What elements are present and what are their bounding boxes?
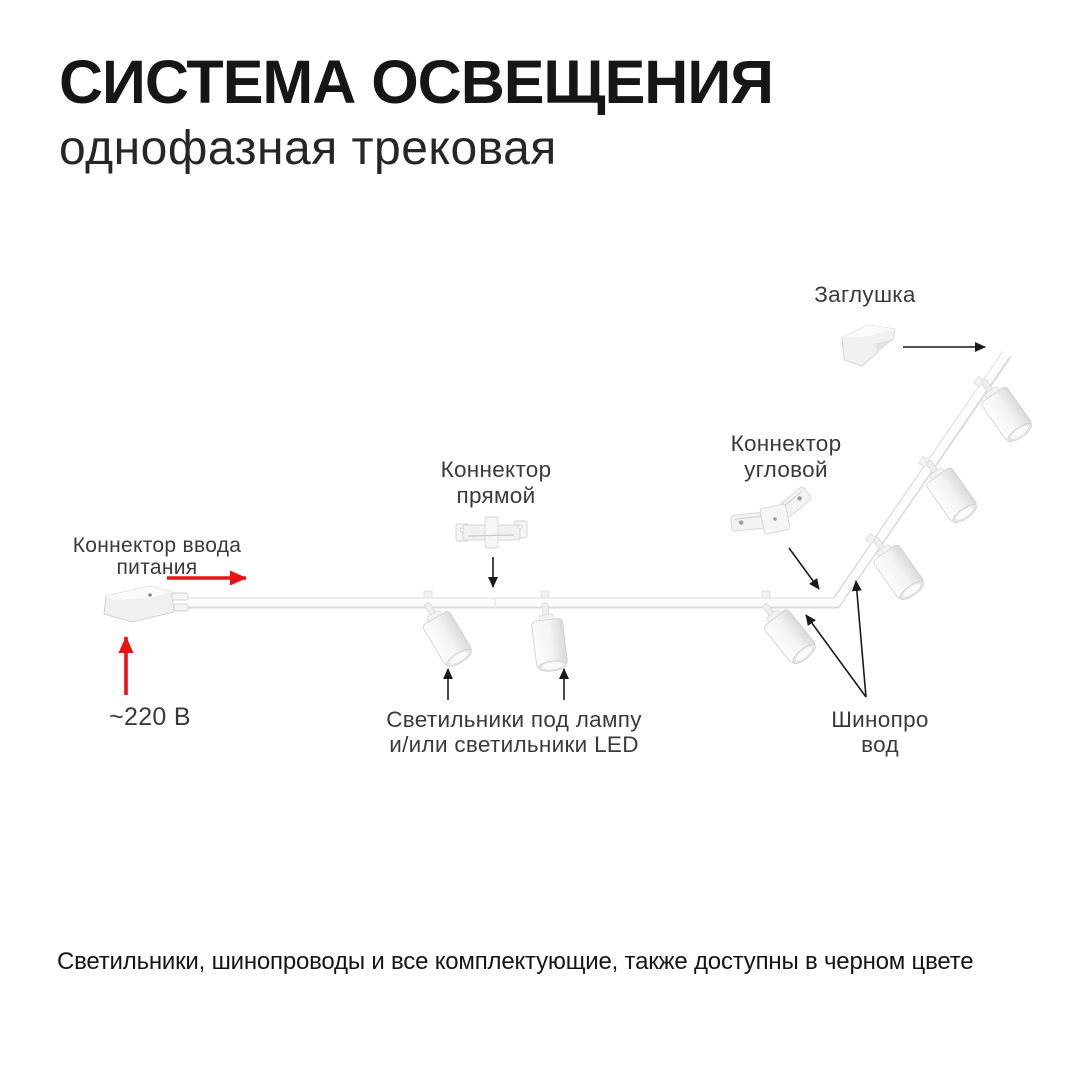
label-connector-corner-1: Коннектор [730, 431, 842, 456]
label-busbar-2: вод [861, 732, 899, 757]
label-voltage: ~220 В [109, 703, 191, 731]
spotlights [413, 372, 1035, 673]
track-mount-tab [762, 591, 770, 598]
straight-connector-icon [456, 517, 527, 548]
corner-connector-icon [730, 486, 812, 535]
track-mount-tab [541, 591, 549, 598]
end-cap-icon [842, 325, 895, 366]
label-power-input-1: Коннектор ввода [72, 534, 242, 557]
label-busbar-1: Шинопро [831, 707, 929, 732]
label-power-input-2: питания [116, 556, 198, 579]
track-mount-tab [424, 591, 432, 598]
page-title: СИСТЕМА ОСВЕЩЕНИЯ [59, 48, 774, 116]
label-connector-corner-2: угловой [744, 457, 828, 482]
label-connector-straight-1: Коннектор [440, 457, 552, 482]
spotlight-icon [529, 601, 568, 673]
busbar-arrow-diagonal [856, 581, 866, 697]
busbar-arrow-horizontal [806, 615, 866, 697]
page-subtitle: однофазная трековая [59, 121, 557, 175]
footer-note: Светильники, шинопроводы и все комплектующие, также доступны в черном цвете [57, 948, 974, 975]
label-lights-1: Светильники под лампу [386, 707, 642, 732]
label-connector-straight-2: прямой [456, 483, 536, 508]
power-input-connector-icon [104, 586, 188, 622]
label-lights-2: и/или светильники LED [389, 732, 639, 757]
label-end-cap: Заглушка [814, 282, 916, 307]
corner-connector-arrow [789, 548, 819, 589]
